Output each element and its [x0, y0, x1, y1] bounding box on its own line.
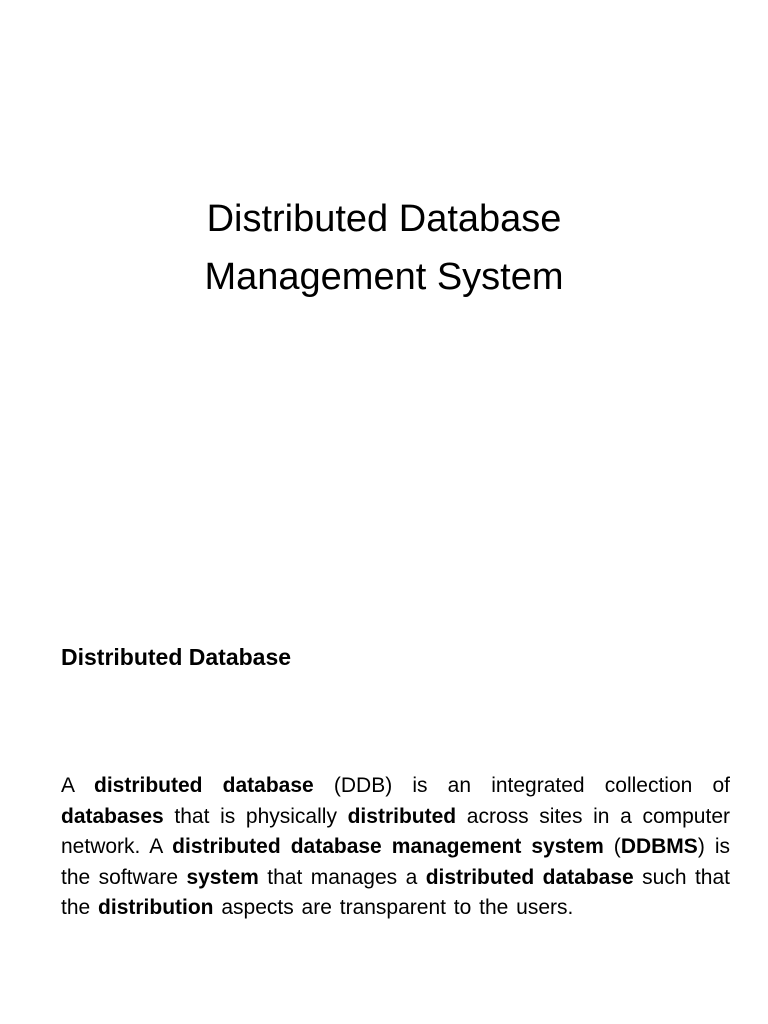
slide-title-line-1: Distributed Database [206, 198, 562, 240]
section-heading: Distributed Database [61, 644, 292, 670]
paragraph-bold-run: DDBMS [620, 835, 698, 858]
paragraph-bold-run: databases [61, 804, 164, 828]
paragraph-text-run: across sites in a computer network. A [61, 804, 730, 858]
slide-title-line-2: Management System [204, 256, 564, 298]
paragraph-text-run: (DDB) is an integrated collection of [313, 774, 730, 797]
paragraph-bold-run: distributed [347, 804, 457, 828]
paragraph-text-run: that is physically [163, 804, 348, 828]
paragraph-text-run: A [61, 774, 95, 797]
paragraph-text-run: ( [603, 835, 621, 858]
paragraph-bold-run: distributed database [94, 774, 314, 797]
slide-title [0, 190, 768, 306]
paragraph-bold-run: distribution [98, 896, 214, 919]
definition-paragraph [61, 771, 730, 924]
paragraph-text-run: that manages a [258, 865, 426, 889]
paragraph-bold-run: system [186, 865, 259, 889]
paragraph-bold-run: distributed database [425, 865, 634, 889]
paragraph-text-run: ) is the software [61, 835, 731, 889]
paragraph-text-run: such that the [61, 865, 730, 919]
paragraph-text-run: aspects are transparent to the users. [213, 896, 574, 919]
paragraph-bold-run: distributed database management system [172, 835, 604, 858]
